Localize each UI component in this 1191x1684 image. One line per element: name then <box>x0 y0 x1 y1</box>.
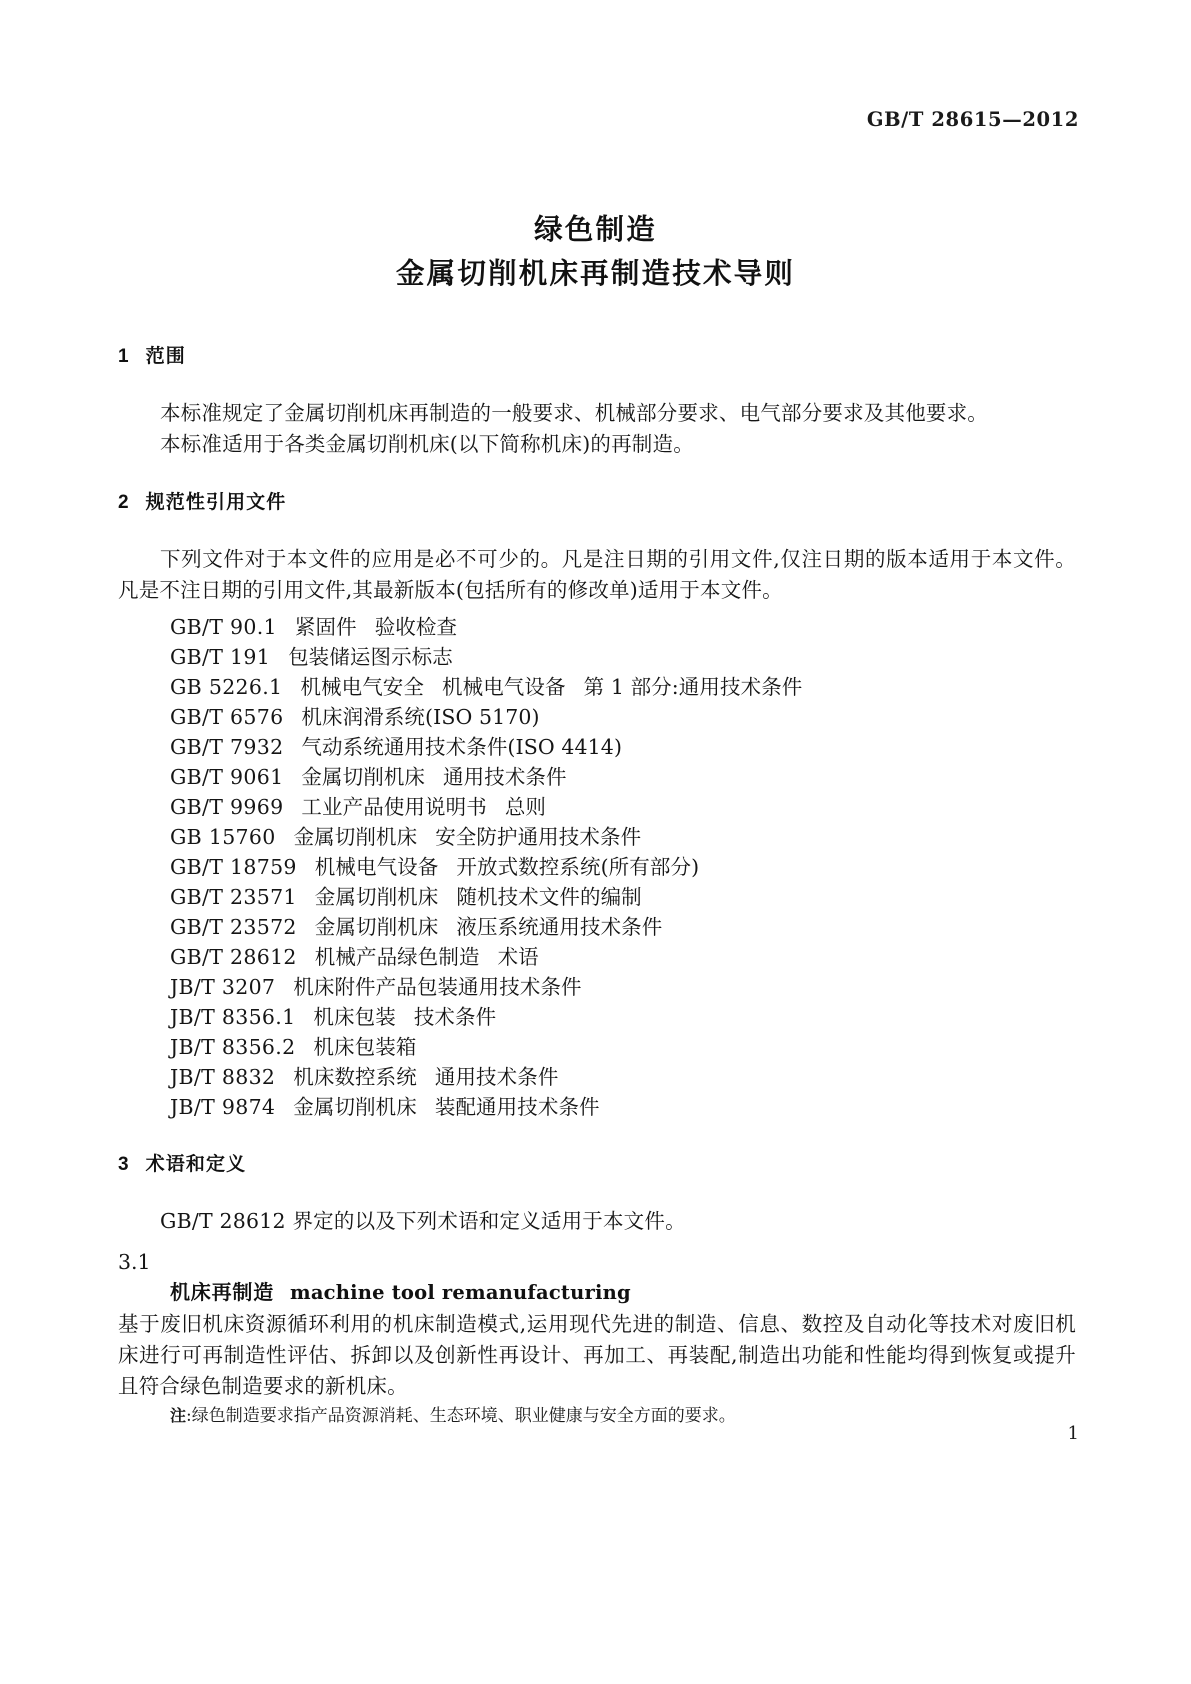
reference-item <box>170 702 1076 732</box>
note-label: 注 <box>170 1408 187 1425</box>
reference-title: 紧固件 <box>294 615 357 639</box>
reference-code: GB/T 28612 <box>170 945 297 969</box>
reference-code: GB/T 23572 <box>170 915 297 939</box>
reference-extra-2: 第 1 部分:通用技术条件 <box>583 675 803 699</box>
clause-3-number: 3 <box>118 1154 130 1175</box>
reference-code: GB/T 7932 <box>170 735 284 759</box>
page-number: 1 <box>1067 1423 1079 1444</box>
clause-2-intro-paragraph: 下列文件对于本文件的应用是必不可少的。凡是注日期的引用文件,仅注日期的版本适用于本文件。凡是不注日期的引用文件,其最新版本(包括所有的修改单)适用于本文件。 <box>118 547 1076 602</box>
clause-1-paragraph-2: 本标准适用于各类金属切削机床(以下简称机床)的再制造。 <box>160 432 694 456</box>
reference-code: JB/T 3207 <box>170 975 276 999</box>
reference-item <box>170 732 1076 762</box>
reference-title: 气动系统通用技术条件(ISO 4414) <box>301 735 623 759</box>
reference-code: GB/T 90.1 <box>170 615 277 639</box>
reference-extra: 安全防护通用技术条件 <box>435 825 642 849</box>
reference-extra: 开放式数控系统(所有部分) <box>456 855 700 879</box>
reference-title: 金属切削机床 <box>314 915 439 939</box>
reference-title: 机械电气安全 <box>300 675 424 699</box>
clause-1-number: 1 <box>118 346 130 367</box>
note-text: :绿色制造要求指产品资源消耗、生态环境、职业健康与安全方面的要求。 <box>186 1406 736 1426</box>
reference-extra: 通用技术条件 <box>443 765 567 789</box>
reference-code: JB/T 8356.2 <box>170 1035 296 1059</box>
reference-item <box>170 822 1076 852</box>
document-title <box>0 208 1191 296</box>
reference-title: 机床包装箱 <box>313 1035 417 1059</box>
reference-title: 机床润滑系统(ISO 5170) <box>301 705 540 729</box>
clause-2-title: 规范性引用文件 <box>145 492 287 513</box>
reference-title: 机床数控系统 <box>293 1065 417 1089</box>
definition-note <box>118 1402 1076 1431</box>
reference-title: 包装储运图示标志 <box>288 645 453 669</box>
document-body <box>118 344 1076 1431</box>
reference-title: 工业产品使用说明书 <box>301 795 487 819</box>
reference-extra: 总则 <box>504 795 547 819</box>
reference-title: 机械电气设备 <box>314 855 439 879</box>
reference-item <box>170 612 1076 642</box>
reference-item <box>170 852 1076 882</box>
reference-extra: 术语 <box>497 945 539 969</box>
reference-extra: 机械电气设备 <box>442 675 566 699</box>
term-chinese: 机床再制造 <box>170 1282 274 1304</box>
title-line-1: 绿色制造 <box>534 214 657 246</box>
reference-item <box>170 1062 1076 1092</box>
reference-item <box>170 642 1076 672</box>
reference-code: GB/T 191 <box>170 645 271 669</box>
reference-title: 机床附件产品包装通用技术条件 <box>293 975 582 999</box>
clause-1-paragraph-1: 本标准规定了金属切削机床再制造的一般要求、机械部分要求、电气部分要求及其他要求。 <box>160 401 988 425</box>
normative-references-list <box>118 612 1076 1122</box>
clause-3-intro-paragraph: GB/T 28612 界定的以及下列术语和定义适用于本文件。 <box>160 1209 686 1233</box>
clause-heading-3 <box>118 1152 1076 1178</box>
reference-item <box>170 942 1076 972</box>
clause-heading-1 <box>118 344 1076 370</box>
subclause-number: 3.1 <box>118 1250 151 1274</box>
reference-code: GB/T 18759 <box>170 855 297 879</box>
reference-item <box>170 672 1076 702</box>
running-header-standard-number: GB/T 28615—2012 <box>866 108 1079 131</box>
reference-title: 金属切削机床 <box>301 765 426 789</box>
term-definition-body: 基于废旧机床资源循环利用的机床制造模式,运用现代先进的制造、信息、数控及自动化等技术对废旧机床进行可再制造性评估、拆卸以及创新性再设计、再加工、再装配,制造出功能和性能均得到恢复或提升且符合绿色制造要求的新机床。 <box>118 1312 1076 1398</box>
reference-code: GB/T 9061 <box>170 765 284 789</box>
reference-extra: 验收检查 <box>374 615 458 639</box>
reference-code: GB 15760 <box>170 825 276 849</box>
reference-item <box>170 1032 1076 1062</box>
clause-3-title: 术语和定义 <box>145 1154 247 1175</box>
title-line-2: 金属切削机床再制造技术导则 <box>395 258 796 290</box>
reference-code: JB/T 8356.1 <box>170 1005 296 1029</box>
reference-extra: 技术条件 <box>413 1005 497 1029</box>
reference-code: GB/T 9969 <box>170 795 284 819</box>
reference-code: JB/T 9874 <box>170 1095 276 1119</box>
reference-code: JB/T 8832 <box>170 1065 276 1089</box>
reference-item <box>170 792 1076 822</box>
reference-code: GB/T 6576 <box>170 705 284 729</box>
reference-item <box>170 762 1076 792</box>
term-english: machine tool remanufacturing <box>290 1281 631 1304</box>
reference-code: GB 5226.1 <box>170 675 283 699</box>
reference-extra: 液压系统通用技术条件 <box>456 915 663 939</box>
reference-title: 金属切削机床 <box>293 1095 417 1119</box>
reference-title: 金属切削机床 <box>293 825 418 849</box>
term-definition-heading <box>118 1277 1076 1309</box>
reference-extra: 通用技术条件 <box>434 1065 559 1089</box>
reference-item <box>170 1092 1076 1122</box>
reference-item <box>170 912 1076 942</box>
clause-2-number: 2 <box>118 492 130 513</box>
clause-heading-2 <box>118 490 1076 516</box>
reference-title: 机械产品绿色制造 <box>314 945 480 969</box>
reference-title: 金属切削机床 <box>314 885 439 909</box>
reference-extra: 装配通用技术条件 <box>434 1095 600 1119</box>
reference-item <box>170 1002 1076 1032</box>
reference-item <box>170 882 1076 912</box>
reference-title: 机床包装 <box>313 1005 396 1029</box>
clause-1-title: 范围 <box>145 346 186 367</box>
reference-item <box>170 972 1076 1002</box>
reference-code: GB/T 23571 <box>170 885 297 909</box>
reference-extra: 随机技术文件的编制 <box>456 885 642 909</box>
